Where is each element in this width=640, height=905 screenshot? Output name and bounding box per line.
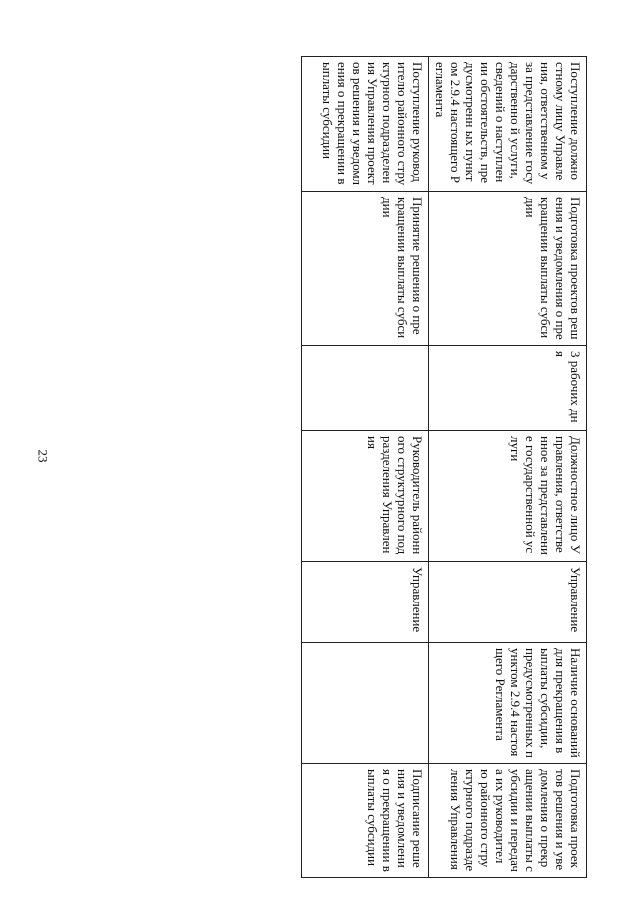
table-cell xyxy=(302,346,429,431)
table-cell: Руководитель районного структурного подразделения Управления xyxy=(302,431,429,562)
table-cell: Принятие решения о прекращении выплаты субсидии xyxy=(302,192,429,346)
table-cell xyxy=(302,643,429,764)
table-cell: 3 рабочих дня xyxy=(429,346,587,431)
table-cell: Подписание решения и уведомления о прекращении выплаты субсидии xyxy=(302,764,429,878)
table-row xyxy=(429,57,587,878)
table-row xyxy=(302,57,429,878)
table-cell: Управление xyxy=(429,562,587,643)
table-cell: Поступление должностному лицу Управления, ответственном у за представление государственно й услуги, сведений о наступлении обстоятельств, предусмотренн ых пунктом 2.9.4 настоящего Регламента xyxy=(429,57,587,192)
table-cell: Управление xyxy=(302,562,429,643)
table-cell: Подготовка проектов решения и уведомления о прекращении выплаты субсидии и передача их руководителю районного структурного подразделения Управления xyxy=(429,764,587,878)
procedure-table xyxy=(301,56,587,878)
page-number: 23 xyxy=(35,449,51,463)
table-cell: Поступление руководителю районного структурного подразделения Управления проектов решения и уведомления о прекращении выплаты субсидии xyxy=(302,57,429,192)
table-cell: Наличие оснований для прекращения выплаты субсидии, предусмотренных пунктом 2.9.4 настоящего Регламента xyxy=(429,643,587,764)
table-cell: Подготовка проектов решения и уведомления о прекращении выплаты субсидии xyxy=(429,192,587,346)
table-cell: Должностное лицо Управления, ответственное за представление государственной услуги xyxy=(429,431,587,562)
